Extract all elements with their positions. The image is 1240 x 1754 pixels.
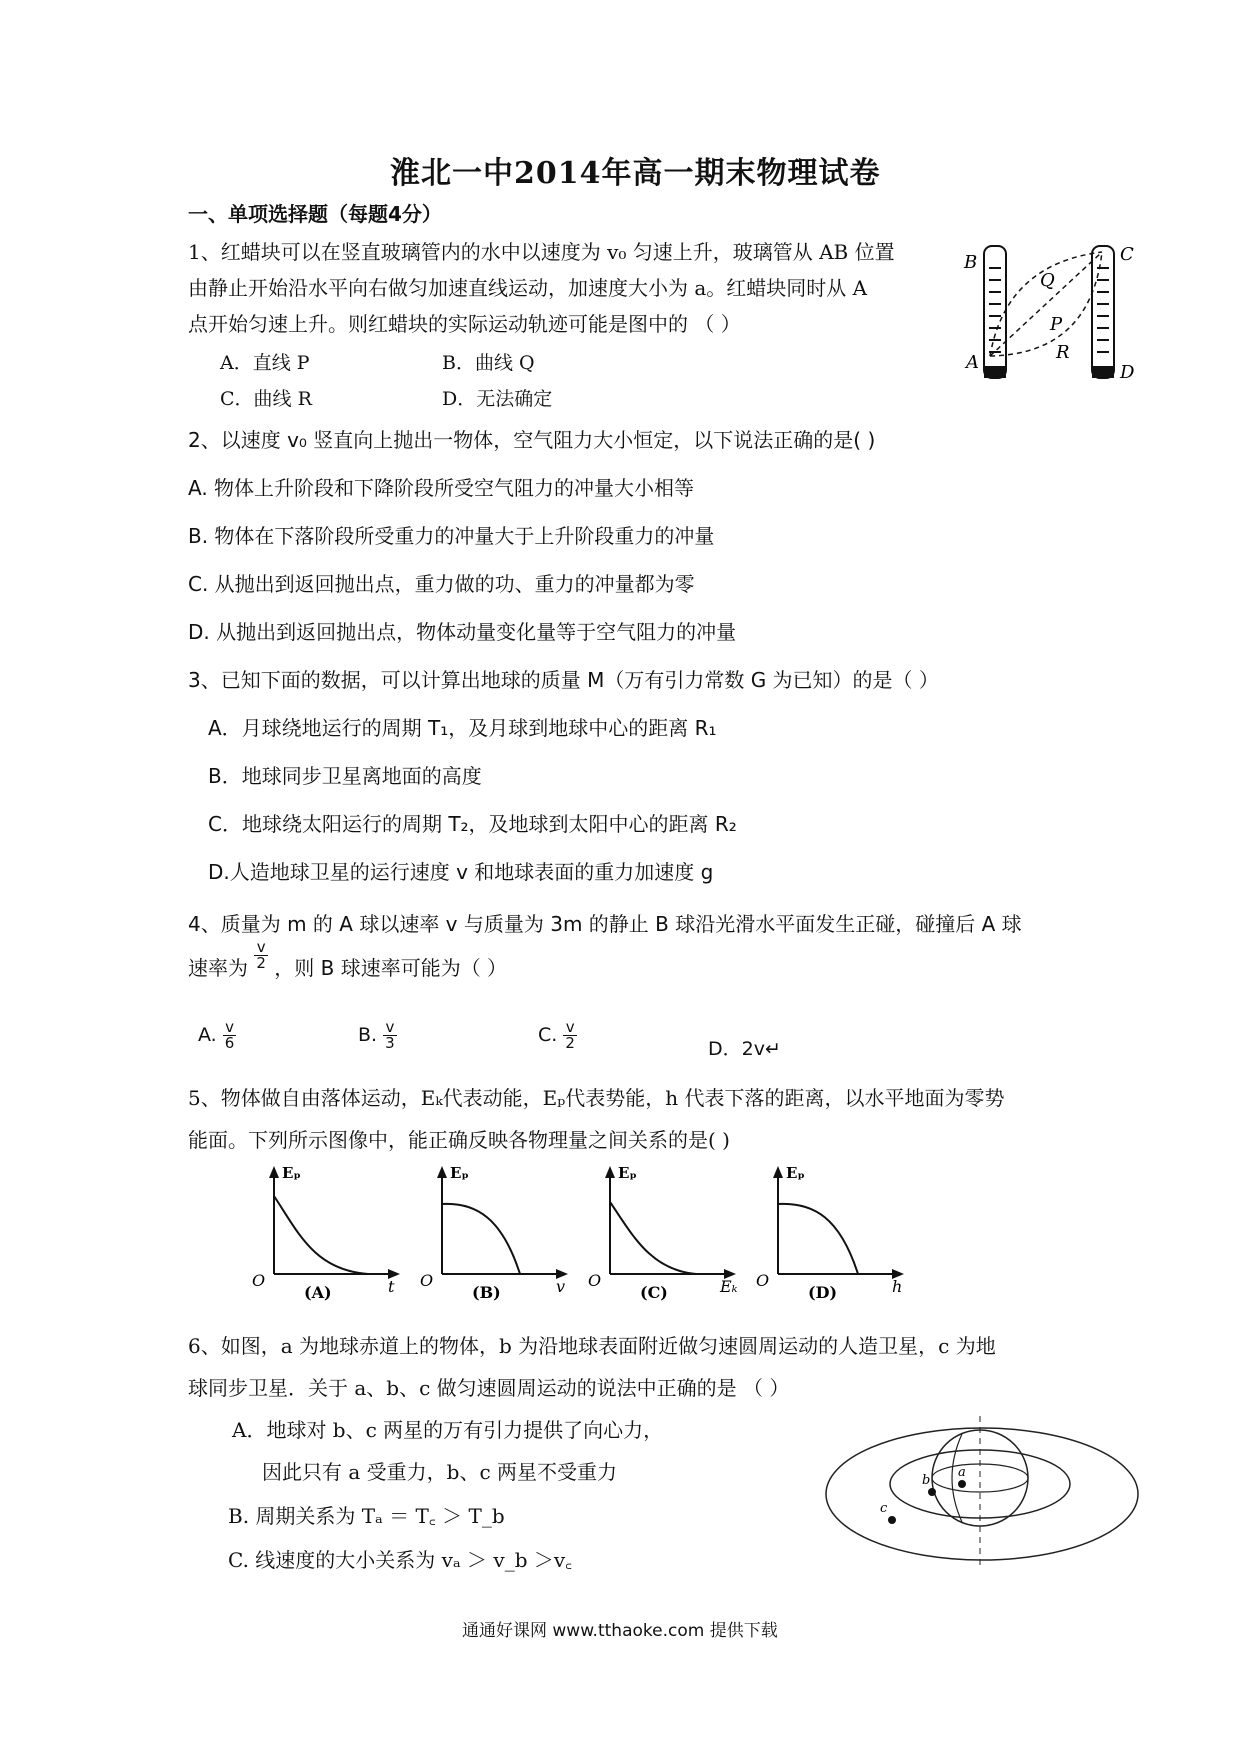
q4-option-b — [358, 1020, 397, 1051]
label-d: D — [1120, 362, 1135, 383]
fraction-numerator: v — [383, 1020, 397, 1036]
option-label: B. — [358, 1024, 378, 1046]
q5-graph-d — [752, 1162, 912, 1302]
graph-origin: O — [420, 1271, 434, 1290]
q1-option-d: D．无法确定 — [442, 388, 553, 410]
q2-option-c: C. 从抛出到返回抛出点，重力做的功、重力的冲量都为零 — [188, 572, 695, 596]
graph-origin: O — [756, 1271, 770, 1290]
q1-option-b: B．曲线 Q — [442, 352, 535, 374]
q3-stem: 3、已知下面的数据，可以计算出地球的质量 M（万有引力常数 G 为已知）的是（ ） — [188, 668, 939, 692]
label-b: B — [964, 252, 978, 273]
q4-line-2 — [188, 938, 508, 985]
q3-option-b: B．地球同步卫星离地面的高度 — [208, 764, 482, 788]
q1-line: 点开始匀速上升。则红蜡块的实际运动轨迹可能是图中的 （ ） — [188, 312, 741, 336]
q4-stem: 4、质量为 m 的 A 球以速率 v 与质量为 3m 的静止 B 球沿光滑水平面发生正碰，碰撞后 A 球 — [188, 912, 1022, 936]
q2-option-d: D. 从抛出到返回抛出点，物体动量变化量等于空气阻力的冲量 — [188, 620, 737, 644]
q5-graph-c — [584, 1162, 744, 1302]
fraction-denominator: 2 — [256, 954, 266, 972]
graph-ylabel: Eₚ — [282, 1164, 301, 1182]
q4-option-d: D．2v↵ — [708, 1038, 781, 1060]
q3-option-c: C．地球绕太阳运行的周期 T₂，及地球到太阳中心的距离 R₂ — [208, 812, 737, 836]
graph-xlabel: h — [892, 1277, 903, 1296]
graph-ylabel: Eₚ — [450, 1164, 469, 1182]
graph-ylabel: Eₚ — [786, 1164, 805, 1182]
q6-option-a-cont: 因此只有 a 受重力，b、c 两星不受重力 — [262, 1460, 617, 1484]
q1-tube-figure — [960, 238, 1160, 398]
graph-caption: (D) — [808, 1283, 838, 1302]
fraction-denominator: 2 — [565, 1034, 575, 1052]
page-title: 淮北一中2014年高一期末物理试卷 — [390, 156, 881, 191]
q1-option-a: A．直线 P — [220, 352, 310, 374]
graph-xlabel: Eₖ — [720, 1277, 738, 1296]
q6-option-c: C. 线速度的大小关系为 vₐ ＞ v_b ＞v꜀ — [228, 1548, 573, 1572]
graph-xlabel: v — [556, 1277, 566, 1296]
graph-origin: O — [252, 1271, 266, 1290]
option-fraction — [223, 1020, 237, 1051]
q3-option-a: A．月球绕地运行的周期 T₁，及月球到地球中心的距离 R₁ — [208, 716, 717, 740]
q6-option-a: A．地球对 b、c 两星的万有引力提供了向心力， — [232, 1418, 664, 1442]
label-a: a — [958, 1465, 966, 1480]
option-label: A. — [198, 1024, 217, 1046]
section-heading: 一、单项选择题（每题4分） — [188, 202, 442, 226]
label-r: R — [1056, 342, 1070, 363]
graph-ylabel: Eₚ — [618, 1164, 637, 1182]
label-c: c — [880, 1501, 888, 1516]
option-fraction — [383, 1020, 397, 1051]
q4-line2-post: ，则 B 球速率可能为（ ） — [274, 956, 508, 980]
q5-graph-a — [248, 1162, 408, 1302]
graph-xlabel: t — [388, 1277, 395, 1296]
q2-option-b: B. 物体在下落阶段所受重力的冲量大于上升阶段重力的冲量 — [188, 524, 715, 548]
label-p: P — [1050, 314, 1063, 335]
q6-orbit-figure — [822, 1412, 1142, 1572]
q1-line: 1、红蜡块可以在竖直玻璃管内的水中以速度为 v₀ 匀速上升，玻璃管从 AB 位置 — [188, 240, 895, 264]
fraction-numerator: v — [254, 940, 268, 956]
option-label: C. — [538, 1024, 558, 1046]
q4-fraction — [254, 940, 268, 971]
q5-line: 5、物体做自由落体运动，Eₖ代表动能，Eₚ代表势能，h 代表下落的距离，以水平地面为零势 — [188, 1086, 1005, 1110]
q3-option-d: D.人造地球卫星的运行速度 v 和地球表面的重力加速度 g — [208, 860, 714, 884]
q6-option-b: B. 周期关系为 Tₐ ＝ T꜀ ＞ T_b — [228, 1504, 505, 1528]
q4-option-c — [538, 1020, 577, 1051]
fraction-numerator: v — [563, 1020, 577, 1036]
fraction-numerator: v — [223, 1020, 237, 1036]
q2-stem: 2、以速度 v₀ 竖直向上抛出一物体，空气阻力大小恒定，以下说法正确的是( ) — [188, 428, 876, 452]
q5-line: 能面。下列所示图像中，能正确反映各物理量之间关系的是( ) — [188, 1128, 730, 1152]
q6-line: 球同步卫星．关于 a、b、c 做匀速圆周运动的说法中正确的是 （ ） — [188, 1376, 790, 1400]
q2-option-a: A. 物体上升阶段和下降阶段所受空气阻力的冲量大小相等 — [188, 476, 695, 500]
q1-line: 由静止开始沿水平向右做匀加速直线运动，加速度大小为 a。红蜡块同时从 A — [188, 276, 868, 300]
graph-origin: O — [588, 1271, 602, 1290]
graph-caption: (B) — [472, 1283, 501, 1302]
label-a: A — [966, 352, 979, 373]
graph-caption: (A) — [304, 1283, 332, 1302]
option-fraction — [563, 1020, 577, 1051]
graph-caption: (C) — [640, 1283, 668, 1302]
fraction-denominator: 3 — [385, 1034, 395, 1052]
q4-line2-pre: 速率为 — [188, 956, 248, 980]
label-c: C — [1120, 244, 1134, 265]
label-q: Q — [1040, 270, 1055, 291]
q5-graph-b — [416, 1162, 576, 1302]
page-footer: 通通好课网 www.tthaoke.com 提供下载 — [462, 1621, 778, 1641]
q6-line: 6、如图，a 为地球赤道上的物体，b 为沿地球表面附近做匀速圆周运动的人造卫星，c 为地 — [188, 1334, 996, 1358]
fraction-denominator: 6 — [224, 1034, 235, 1052]
label-b: b — [922, 1473, 931, 1488]
q4-option-a — [198, 1020, 236, 1051]
q1-option-c: C．曲线 R — [220, 388, 312, 410]
